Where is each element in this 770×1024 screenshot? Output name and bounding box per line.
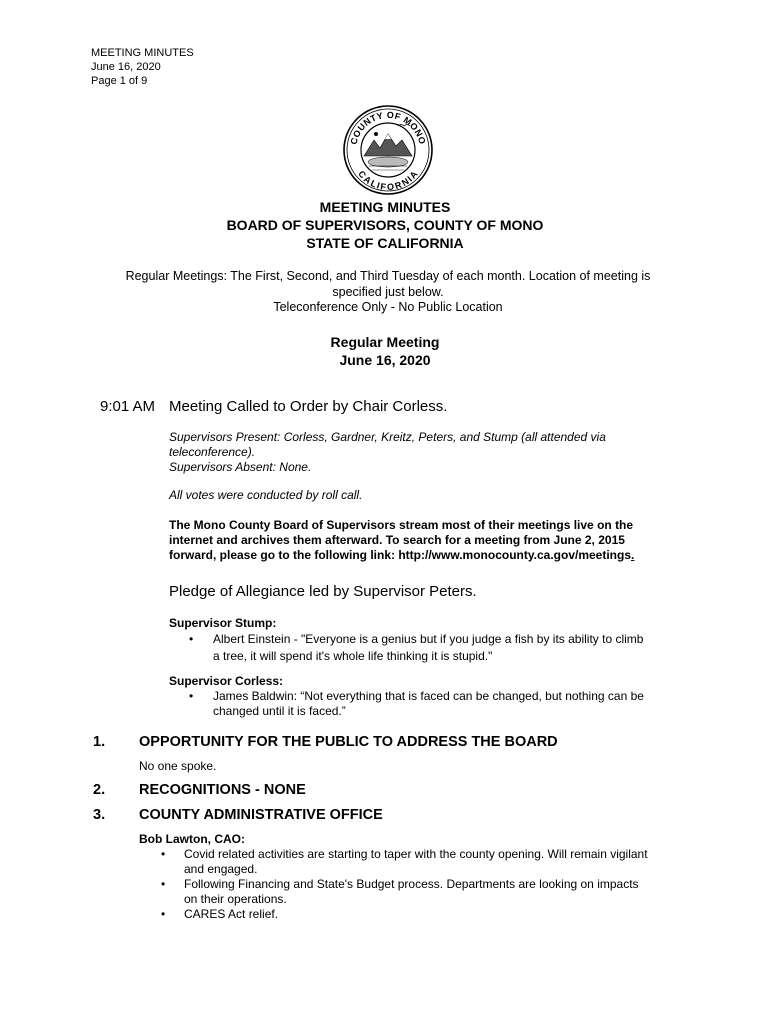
item-1-number: 1. [93,734,106,750]
supervisor-stump-quote-line-2: a tree, it will spend it's whole life thinking it is stupid." [213,649,493,663]
document-title [0,198,770,252]
title-line-1: MEETING MINUTES [319,199,451,215]
seal-bottom-text: CALIFORNIA [355,169,421,193]
supervisor-stump-name: Supervisor Stump: [169,616,277,630]
title-line-3: STATE OF CALIFORNIA [306,235,464,251]
item-2-number: 2. [93,782,106,798]
roll-call-note: All votes were conducted by roll call. [169,488,363,502]
meeting-type: Regular Meeting [330,334,440,350]
cao-bullet-1-line-2: and engaged. [184,862,258,876]
county-of-mono-seal-icon [342,104,434,196]
supervisors-absent: Supervisors Absent: None. [169,460,312,474]
stream-note [169,518,669,563]
meetings-link[interactable]: forward, please go to the following link: http://www.monocounty.ca.gov/meetings [169,548,632,562]
list-item [139,907,679,922]
item-1-title: OPPORTUNITY FOR THE PUBLIC TO ADDRESS THE BOARD [139,734,558,750]
stream-note-line-2: internet and archives them afterward. To search for a meeting from June 2, 2015 [169,533,625,547]
meeting-heading [0,333,770,369]
stream-note-line-3 [169,548,669,563]
meetings-info-line-1: Regular Meetings: The First, Second, and Third Tuesday of each month. Location of meeting is [125,269,651,283]
item-1-text: No one spoke. [139,759,217,773]
item-2-title: RECOGNITIONS - NONE [139,782,306,798]
supervisor-corless-quote-line-2: changed until it is faced.” [213,704,346,718]
list-item [139,877,679,907]
seal-top-text: COUNTY OF MONO [348,109,428,146]
supervisor-stump-list [169,631,669,665]
call-to-order-time: 9:01 AM [100,398,156,415]
supervisor-corless-section [169,674,669,719]
meeting-date: June 16, 2020 [339,352,431,368]
pledge: Pledge of Allegiance led by Supervisor Peters. [169,583,477,600]
page-header [91,46,194,88]
cao-bullet-3: • CARES Act relief. [184,907,279,921]
stream-note-line-1: The Mono County Board of Supervisors stream most of their meetings live on the [169,518,634,532]
header-page-number: Page 1 of 9 [91,75,148,87]
cao-list [139,847,679,922]
supervisor-stump-section [169,616,669,665]
supervisor-corless-name: Supervisor Corless: [169,674,284,688]
list-item [139,847,679,877]
item-3-number: 3. [93,807,106,823]
header-title: MEETING MINUTES [91,47,194,59]
meetings-info-line-2: specified just below. [332,284,444,299]
header-date: June 16, 2020 [91,61,161,73]
list-item [169,631,669,665]
call-to-order-text: Meeting Called to Order by Chair Corless. [169,398,448,415]
supervisors-present-line-1: Supervisors Present: Corless, Gardner, Kreitz, Peters, and Stump (all attended via [169,430,606,444]
supervisor-corless-quote-line-1: • James Baldwin: “Not everything that is faced can be changed, but nothing can be [213,689,644,703]
cao-bullet-2-line-2: on their operations. [184,892,287,906]
cao-bullet-1-line-1: • Covid related activities are starting to taper with the county opening. Will remain vigilant [184,847,648,861]
svg-text:CALIFORNIA [356,169,420,193]
cao-bullet-2-line-1: • Following Financing and State's Budget process. Departments are looking on impacts [184,877,639,891]
supervisor-stump-quote-line-1: • Albert Einstein - "Everyone is a genius but if you judge a fish by its ability to climb [213,632,644,646]
cao-name: Bob Lawton, CAO: [139,832,245,846]
list-item [169,689,669,719]
supervisor-corless-list [169,689,669,719]
cao-section [139,832,679,922]
title-line-2: BOARD OF SUPERVISORS, COUNTY OF MONO [226,217,544,233]
item-3-title: COUNTY ADMINISTRATIVE OFFICE [139,807,383,823]
attendance [169,430,669,475]
meetings-info [100,269,676,316]
meetings-info-line-3: Teleconference Only - No Public Location [273,300,503,314]
stream-note-trailing-period: . [631,548,635,562]
supervisors-present-line-2: teleconference). [169,445,256,459]
